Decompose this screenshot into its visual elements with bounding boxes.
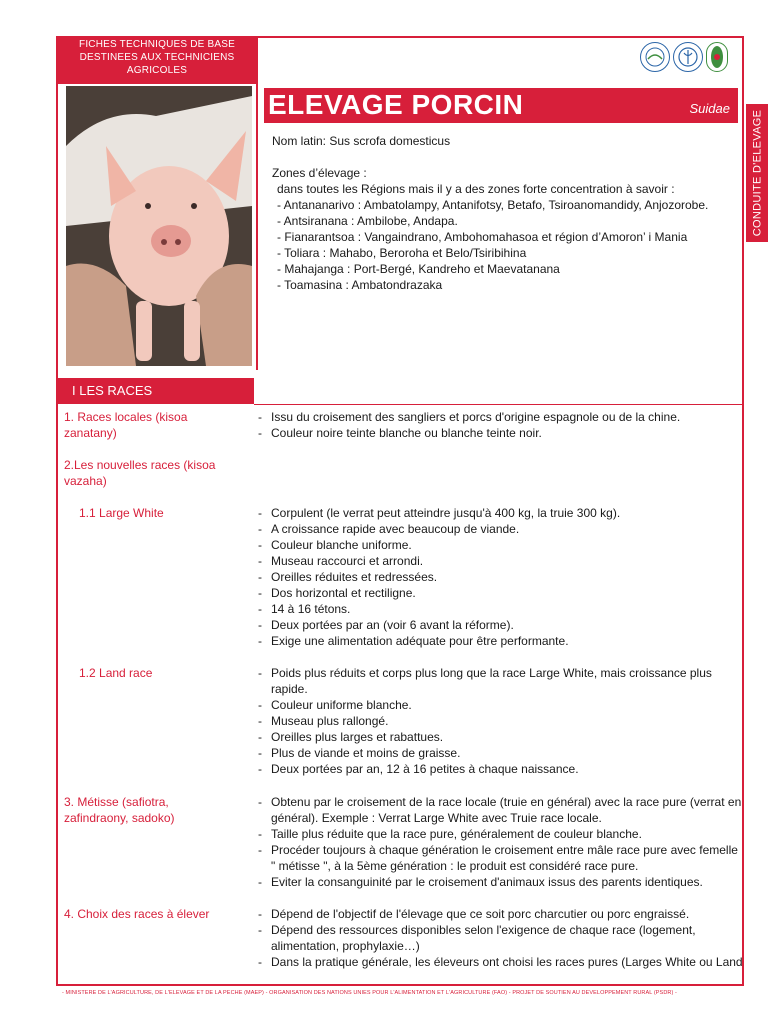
zones-line: - Antananarivo : Ambatolampy, Antanifotsy, Betafo, Tsiroanomandidy, Anjozorobe. xyxy=(277,198,709,212)
zones-line: - Antsiranana : Ambilobe, Andapa. xyxy=(277,214,458,228)
list-item: - 14 à 16 tétons. xyxy=(258,601,744,617)
zones-line: - Toliara : Mahabo, Beroroha et Belo/Tsiribihina xyxy=(277,246,527,260)
list-item: - Poids plus réduits et corps plus long que la race Large White, mais croissance plus rapide. xyxy=(258,665,744,697)
race-label-locales: 1. Races locales (kisoa zanatany) xyxy=(64,410,188,440)
list-item: - Exige une alimentation adéquate pour être performante. xyxy=(258,633,744,649)
list-item: - Oreilles réduites et redressées. xyxy=(258,569,744,585)
zones-line: - Mahajanga : Port-Bergé, Kandreho et Maevatanana xyxy=(277,262,560,276)
list-item: - Dépend des ressources disponibles selon l'exigence de chaque race (logement, alimentation, prophylaxie…) xyxy=(258,922,744,954)
list-item: - Issu du croisement des sangliers et porcs d'origine espagnole ou de la chine. xyxy=(258,409,744,425)
zones-title: Zones d’élevage : xyxy=(272,166,367,180)
column-divider xyxy=(256,36,258,370)
zones-line: dans toutes les Régions mais il y a des zones forte concentration à savoir : xyxy=(277,182,675,196)
maep-logo-icon xyxy=(640,42,670,72)
list-item: - Couleur blanche uniforme. xyxy=(258,537,744,553)
race-label-nouvelles: 2.Les nouvelles races (kisoa vazaha) xyxy=(64,458,216,488)
list-item: - Museau plus rallongé. xyxy=(258,713,744,729)
list-item: - A croissance rapide avec beaucoup de viande. xyxy=(258,521,744,537)
zones-line: - Fianarantsoa : Vangaindrano, Ambohomahasoa et région d’Amoron’ i Mania xyxy=(277,230,688,244)
list-item: - Museau raccourci et arrondi. xyxy=(258,553,744,569)
race-bullets-large-white xyxy=(258,505,744,649)
race-bullets-land-race xyxy=(258,665,744,777)
list-item: - Deux portées par an (voir 6 avant la réforme). xyxy=(258,617,744,633)
section-title-races: I LES RACES xyxy=(56,378,254,404)
list-item: - Deux portées par an, 12 à 16 petites à chaque naissance. xyxy=(258,761,744,777)
race-bullets-choix xyxy=(258,906,744,970)
section-divider xyxy=(254,404,744,405)
intro-block xyxy=(272,133,708,293)
series-label: FICHES TECHNIQUES DE BASE DESTINEES AUX TECHNICIENS AGRICOLES xyxy=(56,36,258,84)
fao-logo-icon xyxy=(673,42,703,72)
side-tab-conduite[interactable] xyxy=(746,104,768,242)
race-label-choix: 4. Choix des races à élever xyxy=(64,907,210,921)
side-tab-label: CONDUITE D'ELEVAGE xyxy=(751,109,763,237)
list-item: - Corpulent (le verrat peut atteindre jusqu'à 400 kg, la truie 300 kg). xyxy=(258,505,744,521)
psdr-logo-icon xyxy=(706,42,728,72)
latin-name: Nom latin: Sus scrofa domesticus xyxy=(272,134,451,148)
list-item: - Couleur uniforme blanche. xyxy=(258,697,744,713)
page-title: ELEVAGE PORCIN xyxy=(268,89,524,120)
list-item: - Taille plus réduite que la race pure, généralement de couleur blanche. xyxy=(258,826,744,842)
family-name: Suidae xyxy=(689,101,730,116)
list-item: - Oreilles plus larges et rabattues. xyxy=(258,729,744,745)
list-item: - Couleur noire teinte blanche ou blanche teinte noir. xyxy=(258,425,744,441)
piglet-photo xyxy=(66,86,252,366)
zones-line: - Toamasina : Ambatondrazaka xyxy=(277,278,443,292)
list-item: - Dépend de l'objectif de l'élevage que ce soit porc charcutier ou porc engraissé. xyxy=(258,906,744,922)
race-label-large-white: 1.1 Large White xyxy=(79,506,164,520)
race-label-land-race: 1.2 Land race xyxy=(79,666,153,680)
footer-credits: - MINISTERE DE L'AGRICULTURE, DE L'ELEVAGE ET DE LA PECHE (MAEP) - ORGANISATION DES NATIONS UNIES POUR L'ALIMENTATION ET L'AGRICULTURE (FAO) - PROJET DE SOUTIEN AU DEVELOPPEMENT RURAL (PSDR) - xyxy=(62,990,677,996)
list-item: - Plus de viande et moins de graisse. xyxy=(258,745,744,761)
list-item: - Obtenu par le croisement de la race locale (truie en général) avec la race pure (verrat en général). Exemple : Verrat Large White avec Truie race locale. xyxy=(258,794,744,826)
race-label-metisse: 3. Métisse (safiotra, zafindraony, sadoko) xyxy=(64,795,175,825)
list-item: - Dans la pratique générale, les éleveurs ont choisi les races pures (Larges White ou Land xyxy=(258,954,744,970)
list-item: - Dos horizontal et rectiligne. xyxy=(258,585,744,601)
race-bullets-locales xyxy=(258,409,744,441)
list-item: - Eviter la consanguinité par le croisement d'animaux issus des parents identiques. xyxy=(258,874,744,890)
partner-logos xyxy=(640,42,728,72)
list-item: - Procéder toujours à chaque génération le croisement entre mâle race pure avec femelle " métisse ", à la 5ème génération : le produit est considéré race pure. xyxy=(258,842,744,874)
race-bullets-metisse xyxy=(258,794,744,890)
